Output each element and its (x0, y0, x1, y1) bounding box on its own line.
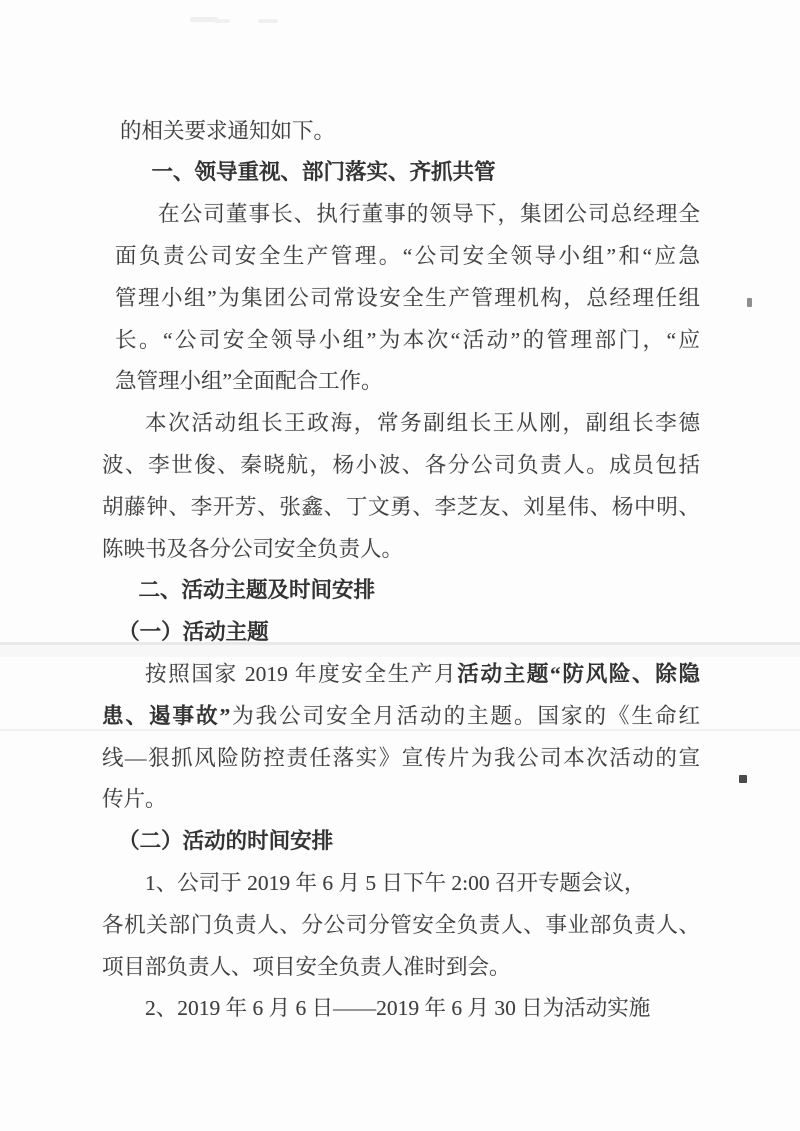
text-segment: 患、遏事故” (102, 704, 231, 728)
text-line (102, 737, 700, 779)
text-segment: 管理小组”为集团公司常设安全生产管理机构，总经理任组 (115, 286, 700, 310)
text-line (115, 235, 700, 277)
text-line (102, 444, 700, 486)
text-line (102, 402, 700, 444)
text-line (115, 360, 383, 402)
text-line (115, 277, 700, 319)
text-line (102, 946, 511, 988)
text-segment: 陈映书及各分公司安全负责人。 (102, 537, 404, 561)
text-line (115, 193, 700, 235)
scan-smudge (214, 19, 230, 23)
text-line (102, 528, 403, 570)
text-line (115, 319, 700, 361)
text-line (102, 987, 650, 1029)
text-segment: 胡藤钟、李开芳、张鑫、丁文勇、李芝友、刘星伟、杨中明、 (102, 495, 700, 519)
heading-line (102, 820, 333, 862)
text-segment: 各机关部门负责人、分公司分管安全负责人、事业部负责人、 (102, 913, 700, 937)
text-segment: 面负责公司安全生产管理。“公司安全领导小组”和“应急 (115, 244, 700, 268)
text-segment: 为我公司安全月活动的主题。国家的《生命红 (230, 704, 700, 728)
text-segment: 1、公司于 2019 年 6 月 5 日下午 2:00 召开专题会议， (145, 871, 646, 895)
text-segment: 传片。 (102, 787, 167, 811)
text-segment: 活动主题“防风险、除隐 (457, 662, 700, 686)
text-segment: 项目部负责人、项目安全负责人准时到会。 (102, 955, 511, 979)
text-line (102, 904, 700, 946)
text-segment: 2、2019 年 6 月 6 日——2019 年 6 月 30 日为活动实施 (145, 996, 651, 1020)
text-line (120, 110, 335, 152)
text-segment: 本次活动组长王政海，常务副组长王从刚，副组长李德 (145, 411, 700, 435)
text-segment: 二、活动主题及时间安排 (138, 578, 376, 602)
text-line (102, 862, 645, 904)
ink-speck (739, 775, 747, 783)
scan-smudge (258, 19, 278, 23)
text-line (102, 486, 700, 528)
heading-line (102, 611, 269, 653)
text-segment: 一、领导重视、部门落实、齐抓共管 (151, 160, 496, 184)
text-line (102, 695, 700, 737)
text-line (102, 778, 167, 820)
text-segment: 长。“公司安全领导小组”为本次“活动”的管理部门，“应 (115, 328, 700, 352)
heading-line (102, 569, 375, 611)
ink-speck (747, 298, 752, 307)
text-segment: 线—狠抓风险防控责任落实》宣传片为我公司本次活动的宣 (102, 746, 700, 770)
heading-line (115, 151, 496, 193)
text-segment: （二）活动的时间安排 (118, 829, 334, 853)
text-segment: 波、李世俊、秦晓航，杨小波、各分公司负责人。成员包括 (102, 453, 700, 477)
text-segment: 急管理小组”全面配合工作。 (115, 369, 383, 393)
text-segment: （一）活动主题 (118, 620, 269, 644)
text-segment: 按照国家 2019 年度安全生产月 (145, 662, 458, 686)
text-segment: 的相关要求通知如下。 (120, 119, 336, 143)
text-segment: 在公司董事长、执行董事的领导下，集团公司总经理全 (158, 202, 700, 226)
text-line (102, 653, 700, 695)
